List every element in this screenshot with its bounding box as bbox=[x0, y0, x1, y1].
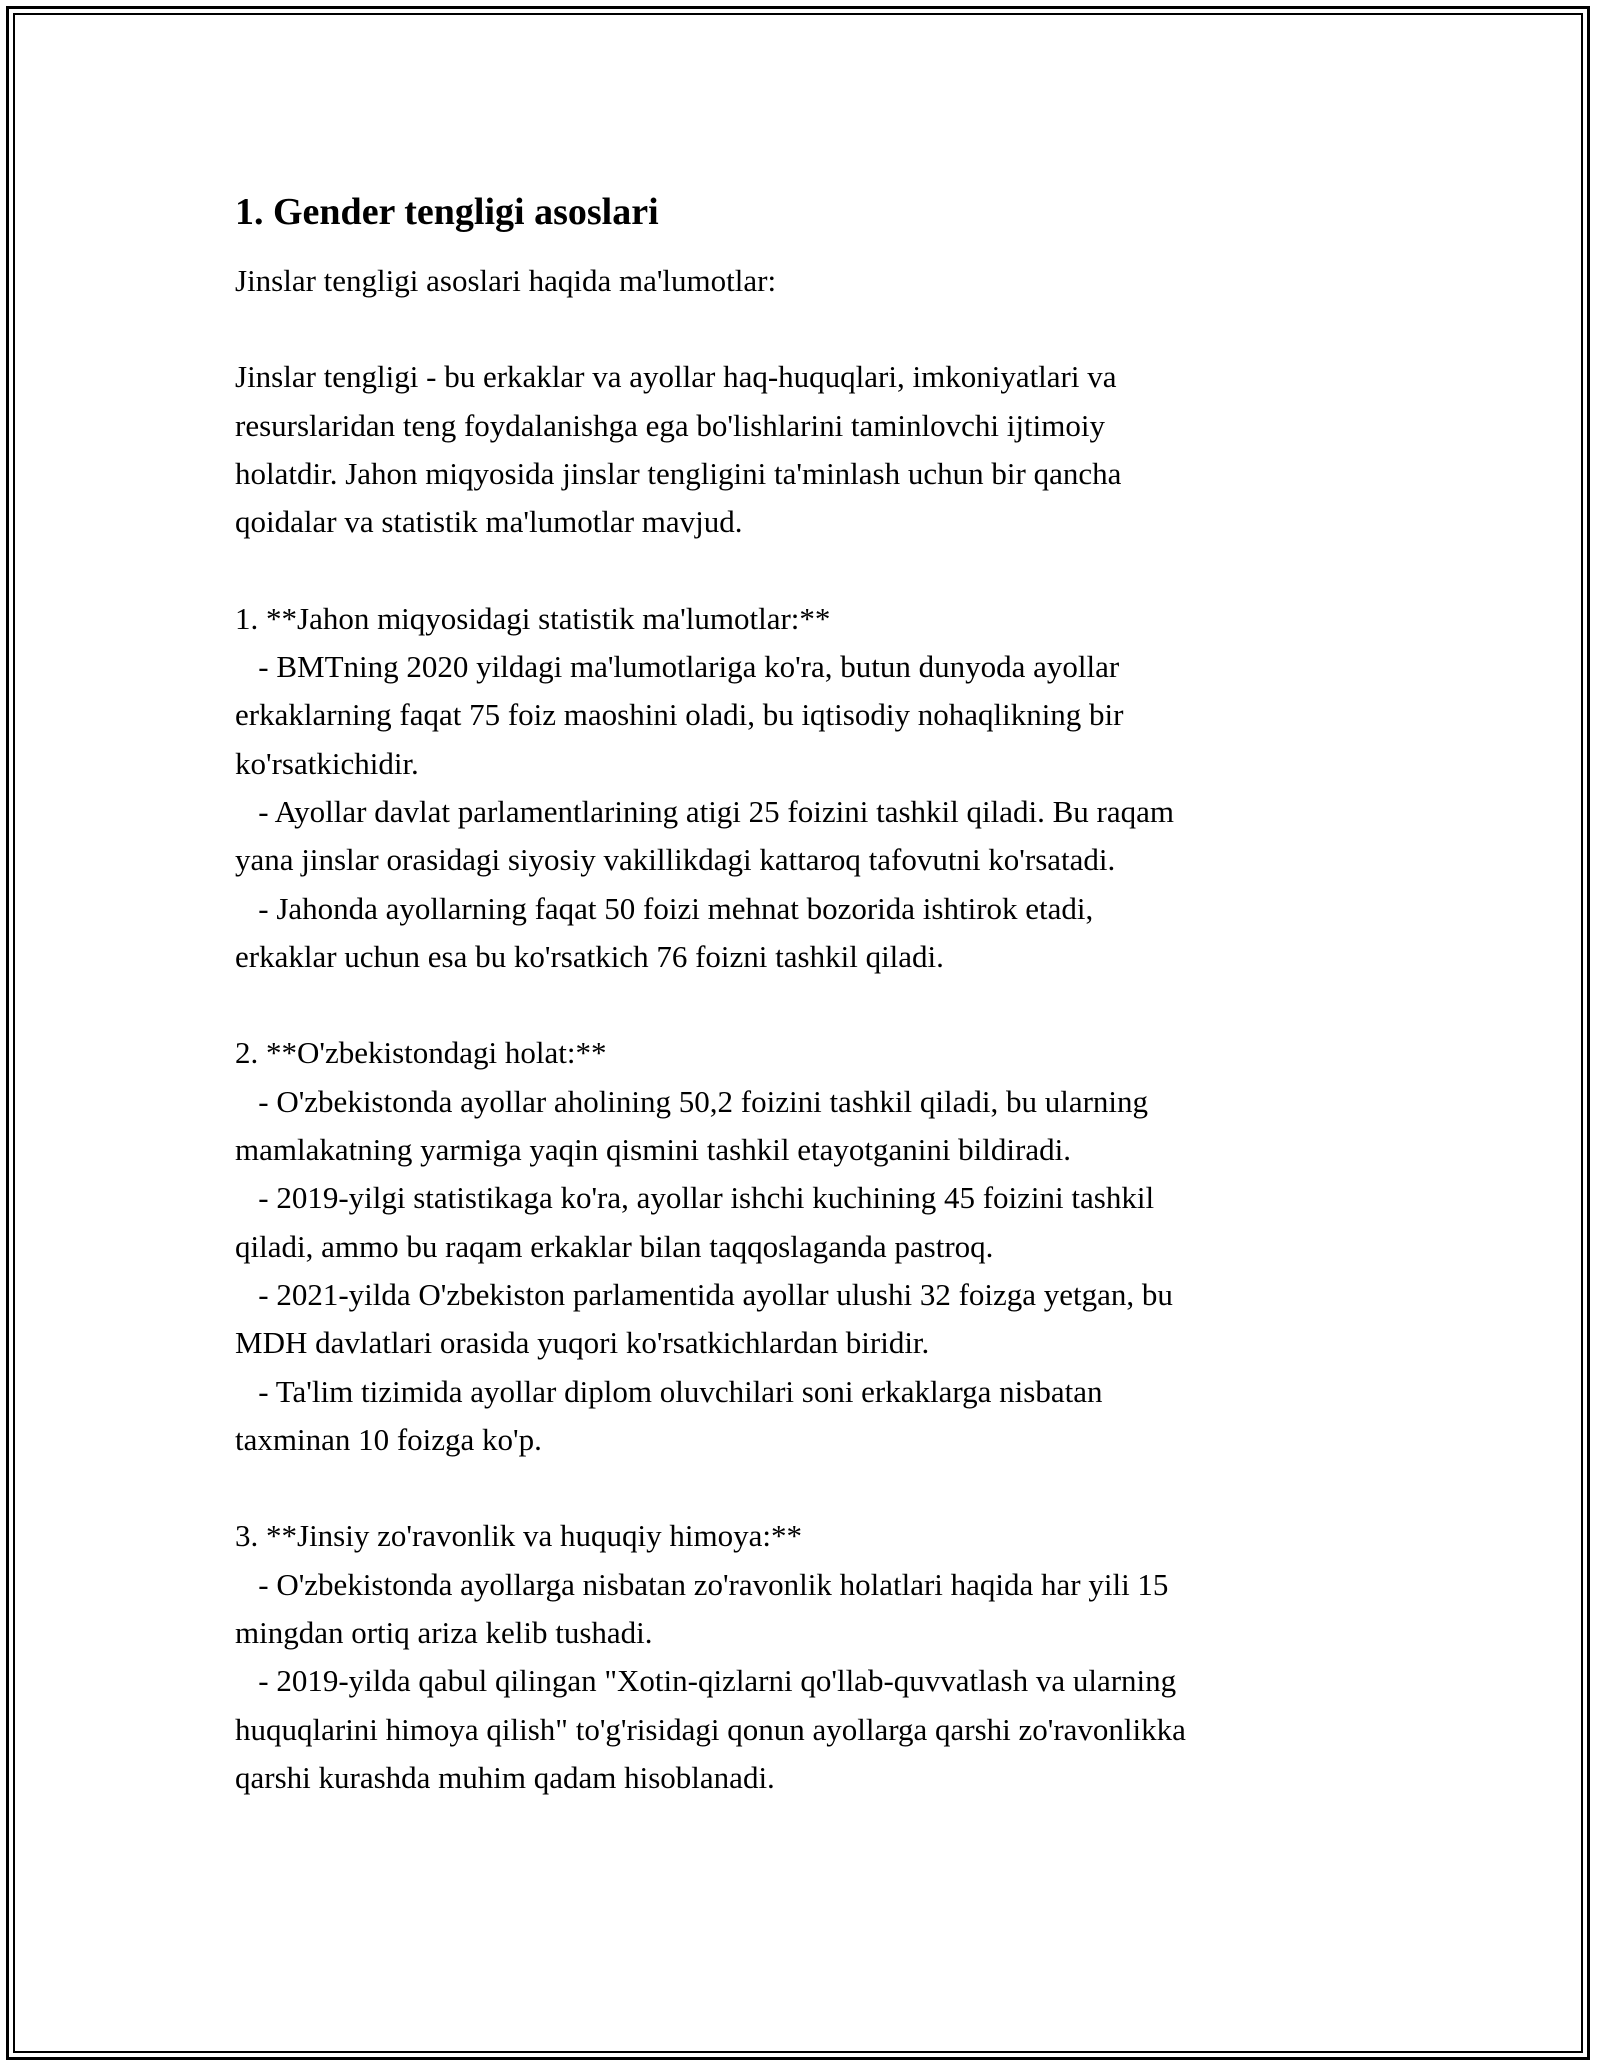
document-heading: 1. Gender tengligi asoslari bbox=[235, 191, 659, 233]
document-content bbox=[235, 185, 1385, 1802]
document-body-text: Jinslar tengligi - bu erkaklar va ayollar haq-huquqlari, imkoniyatlari va resurslaridan teng foydalanishga ega bo'lishlarini taminlovchi ijtimoiy holatdir. Jahon miqyosida jinslar tengligini ta'minlash uchun bir qancha qoidalar va statistik ma'lumotlar mavjud. 1. **Jahon miqyosidagi statistik ma'lumotlar:** - BMTning 2020 yildagi ma'lumotlariga ko'ra, butun dunyoda ayollar erkaklarning faqat 75 foiz maoshini oladi, bu iqtisodiy nohaqlikning bir ko'rsatkichidir. - Ayollar davlat parlamentlarining atigi 25 foizini tashkil qiladi. Bu raqam yana jinslar orasidagi siyosiy vakillikdagi kattaroq tafovutni ko'rsatadi. - Jahonda ayollarning faqat 50 foizi mehnat bozorida ishtirok etadi, erkaklar uchun esa bu ko'rsatkich 76 foizni tashkil qiladi. 2. **O'zbekistondagi holat:** - O'zbekistonda ayollar aholining 50,2 foizini tashkil qiladi, bu ularning mamlakatning yarmiga yaqin qismini tashkil etayotganini bildiradi. - 2019-yilgi statistikaga ko'ra, ayollar ishchi kuchining 45 foizini tashkil qiladi, ammo bu raqam erkaklar bilan taqqoslaganda pastroq. - 2021-yilda O'zbekiston parlamentida ayollar ulushi 32 foizga yetgan, bu MDH davlatlari orasida yuqori ko'rsatkichlardan biridir. - Ta'lim tizimida ayollar diplom oluvchilari soni erkaklarga nisbatan taxminan 10 foizga ko'p. 3. **Jinsiy zo'ravonlik va huquqiy himoya:** - O'zbekistonda ayollarga nisbatan zo'ravonlik holatlari haqida har yili 15 mingdan ortiq ariza kelib tushadi. - 2019-yilda qabul qilingan "Xotin-qizlarni qo'llab-quvvatlash va ularning huquqlarini himoya qilish" to'g'risidagi qonun ayollarga qarshi zo'ravonlikka qarshi kurashda muhim qadam hisoblanadi. bbox=[235, 359, 1186, 1795]
document-intro: Jinslar tengligi asoslari haqida ma'lumotlar: bbox=[235, 263, 777, 298]
